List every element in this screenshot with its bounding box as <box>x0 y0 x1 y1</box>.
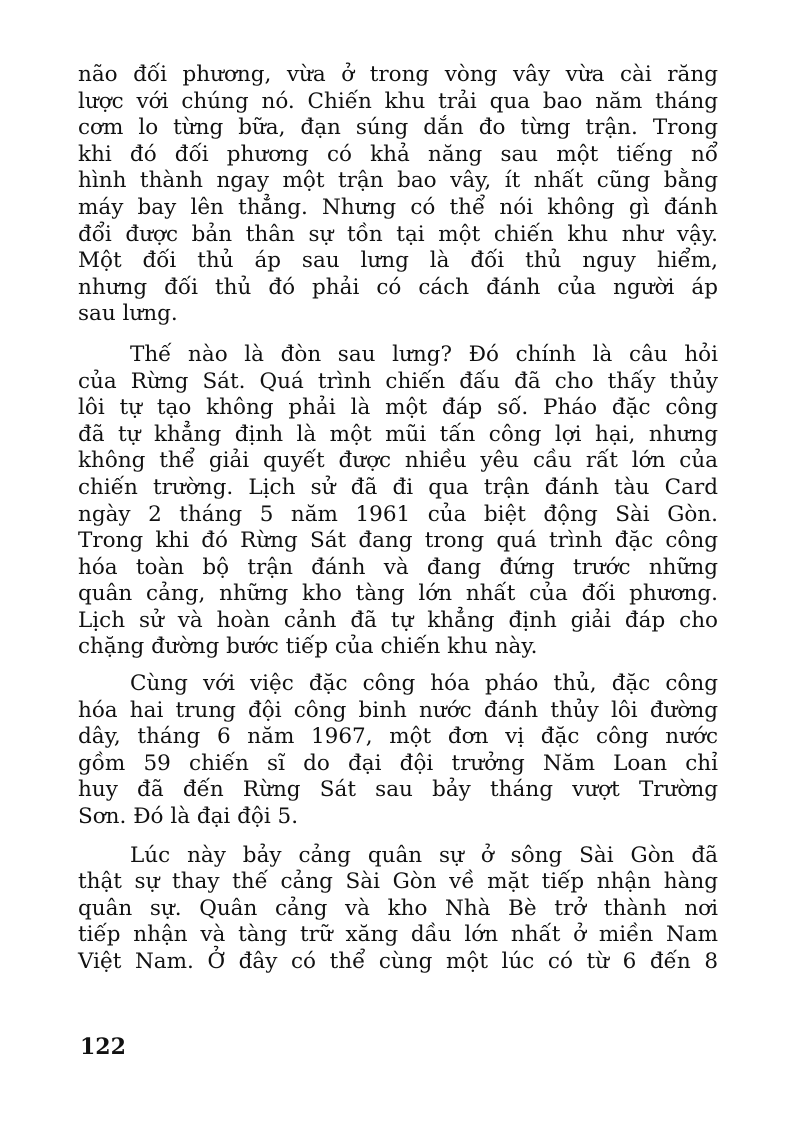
text-line: cơm lo từng bữa, đạn súng dắn đo từng trận. Trong <box>78 115 718 141</box>
text-line: hóa toàn bộ trận đánh và đang đứng trước những <box>78 554 718 580</box>
text-line: lôi tự tạo không phải là một đáp số. Pháo đặc công <box>78 395 718 421</box>
text-line: lược với chúng nó. Chiến khu trải qua bao năm tháng <box>78 88 718 114</box>
text-line: chặng đường bước tiếp của chiến khu này. <box>78 634 538 660</box>
text-line: ngày 2 tháng 5 năm 1961 của biệt động Sài Gòn. <box>78 501 718 527</box>
text-line: Lịch sử và hoàn cảnh đã tự khẳng định giải đáp cho <box>78 607 718 633</box>
text-line: Cùng với việc đặc công hóa pháo thủ, đặc công <box>130 671 718 697</box>
paragraph-3 <box>78 671 718 831</box>
text-line: hình thành ngay một trận bao vây, ít nhất cũng bằng <box>78 168 718 194</box>
text-line: Thế nào là đòn sau lưng? Đó chính là câu hỏi <box>130 341 718 367</box>
text-line: Một đối thủ áp sau lưng là đối thủ nguy hiểm, <box>78 248 718 274</box>
text-line: đổi được bản thân sự tồn tại một chiến khu như vậy. <box>78 221 718 247</box>
text-line: hóa hai trung đội công binh nước đánh thủy lôi đường <box>78 697 718 723</box>
text-line: Việt Nam. Ở đây có thể cùng một lúc có từ 6 đến 8 <box>78 949 718 974</box>
text-line: của Rừng Sát. Quá trình chiến đấu đã cho thấy thủy <box>78 368 718 394</box>
paragraph-4 <box>78 843 718 976</box>
text-line: tiếp nhận và tàng trữ xăng dầu lớn nhất ở miền Nam <box>78 922 718 948</box>
text-line: Lúc này bảy cảng quân sự ở sông Sài Gòn đã <box>130 842 718 868</box>
text-line: đã tự khẳng định là một mũi tấn công lợi hại, nhưng <box>78 421 718 447</box>
text-line: quân cảng, những kho tàng lớn nhất của đối phương. <box>78 581 718 607</box>
text-line: không thể giải quyết được nhiều yêu cầu rất lớn của <box>78 448 718 474</box>
text-line: huy đã đến Rừng Sát sau bảy tháng vượt Trường <box>78 777 718 803</box>
text-line: sau lưng. <box>78 301 178 327</box>
text-line: Sơn. Đó là đại đội 5. <box>78 804 299 830</box>
text-line: não đối phương, vừa ở trong vòng vây vừa cài răng <box>78 62 718 87</box>
text-line: chiến trường. Lịch sử đã đi qua trận đánh tàu Card <box>78 474 718 500</box>
text-line: Trong khi đó Rừng Sát đang trong quá trình đặc công <box>78 528 718 554</box>
paragraph-2 <box>78 342 718 661</box>
text-line: máy bay lên thẳng. Nhưng có thể nói không gì đánh <box>78 194 718 220</box>
text-line: quân sự. Quân cảng và kho Nhà Bè trở thành nơi <box>78 895 718 921</box>
text-line: dây, tháng 6 năm 1967, một đơn vị đặc công nước <box>78 724 718 750</box>
text-line: khi đó đối phương có khả năng sau một tiếng nổ <box>78 141 718 167</box>
text-line: thật sự thay thế cảng Sài Gòn về mặt tiếp nhận hàng <box>78 869 718 895</box>
text-line: nhưng đối thủ đó phải có cách đánh của người áp <box>78 274 718 300</box>
page-body <box>78 62 718 976</box>
text-line: gồm 59 chiến sĩ do đại đội trưởng Năm Loan chỉ <box>78 750 718 776</box>
page-number: 122 <box>80 1034 126 1060</box>
paragraph-1 <box>78 62 718 328</box>
